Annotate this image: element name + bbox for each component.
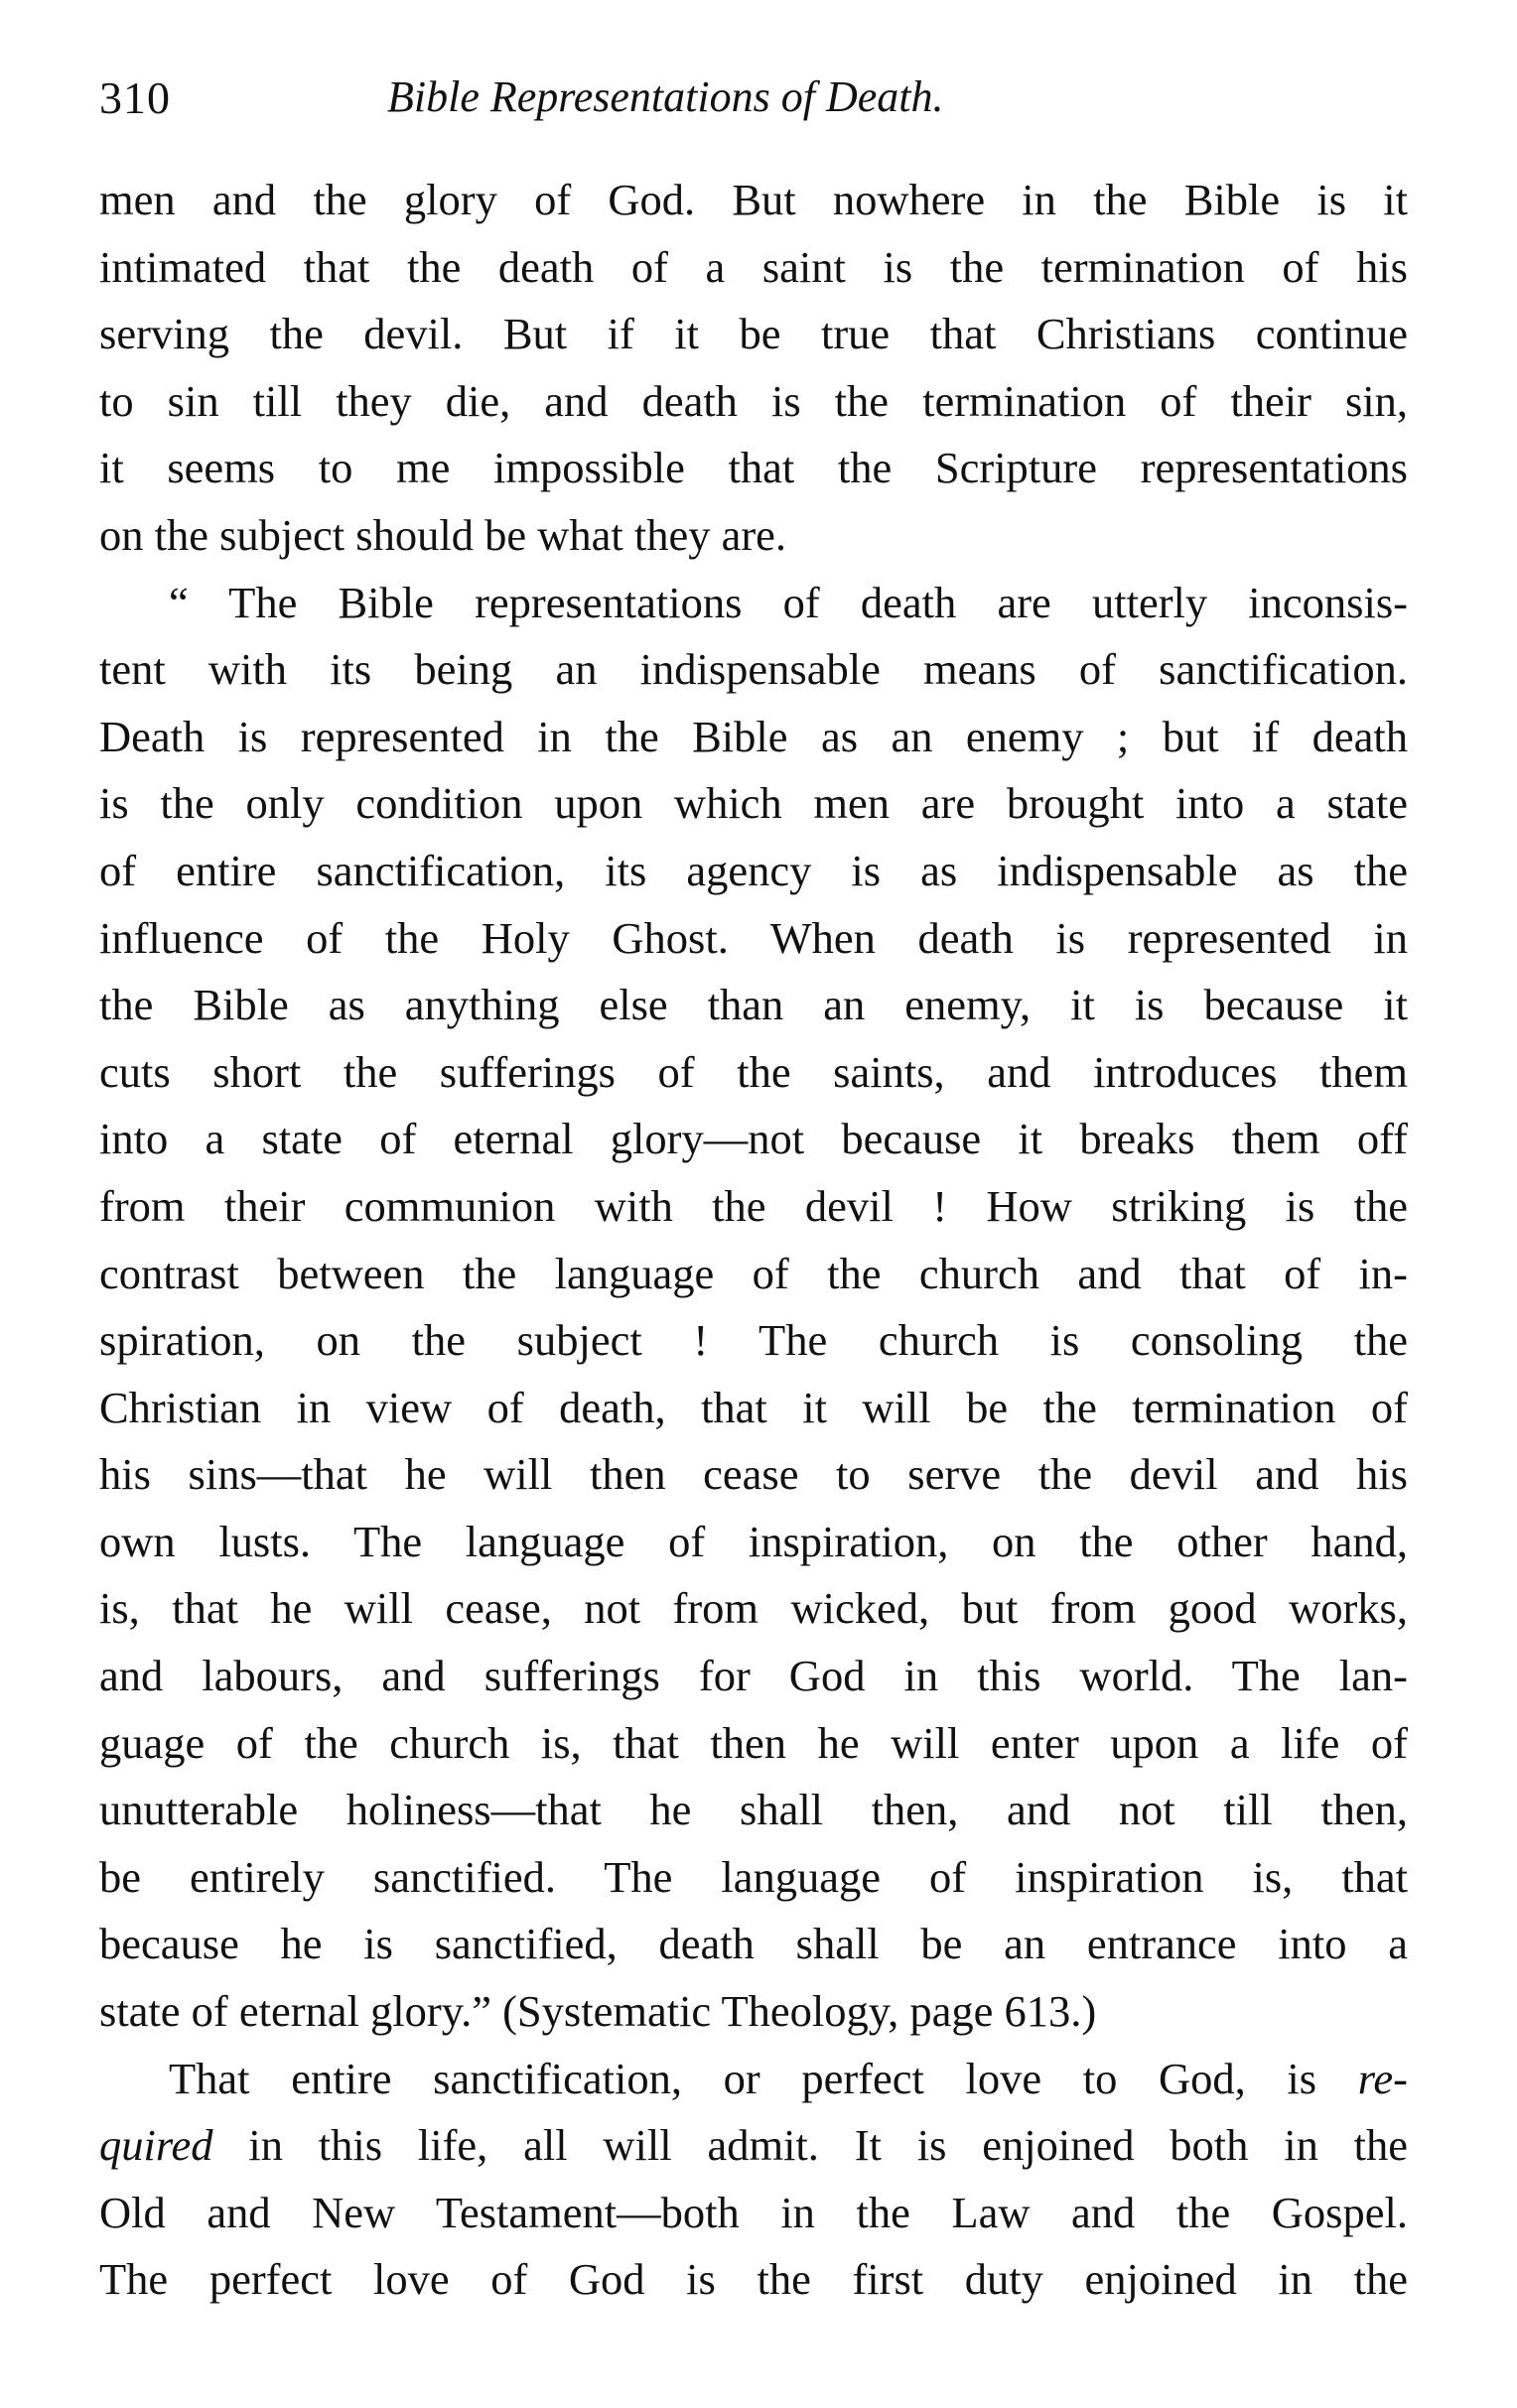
text-line: is, that he will cease, not from wicked, but from good works,	[99, 1583, 1408, 1634]
text-line: Old and New Testament—both in the Law and the Gospel.	[99, 2187, 1408, 2237]
text-line: it seems to me impossible that the Scripture representations	[99, 443, 1408, 493]
text-line: serving the devil. But if it be true that Christians continue	[99, 309, 1408, 359]
text-line: because he is sanctified, death shall be an entrance into a	[99, 1919, 1408, 1969]
body-text	[99, 167, 1408, 2314]
text-line: of entire sanctification, its agency is as indispensable as the	[99, 845, 1408, 895]
italic-run: quired	[99, 2120, 213, 2171]
page-header	[99, 71, 1420, 141]
text-line	[99, 2112, 1408, 2180]
text-line: into a state of eternal glory—not because it breaks them off	[99, 1114, 1408, 1164]
text-line: on the subject should be what they are.	[99, 509, 787, 560]
text-line: to sin till they die, and death is the termination of their sin,	[99, 375, 1408, 426]
paragraph-1	[99, 167, 1408, 570]
italic-run: re-	[1357, 2053, 1408, 2103]
text-run: in this life, all will admit. It is enjoined both in the	[212, 2120, 1408, 2171]
text-line	[99, 2046, 1408, 2113]
text-line: The perfect love of God is the first duty enjoined in the	[99, 2254, 1408, 2305]
text-line: contrast between the language of the church and that of in-	[99, 1248, 1408, 1298]
paragraph-3	[99, 2046, 1408, 2314]
text-line: be entirely sanctified. The language of inspiration is, that	[99, 1851, 1408, 1902]
running-title: Bible Representations of Death.	[387, 72, 944, 121]
text-line: own lusts. The language of inspiration, on the other hand,	[99, 1516, 1408, 1566]
text-line: cuts short the sufferings of the saints, and introduces them	[99, 1046, 1408, 1097]
text-run: That entire sanctification, or perfect love to God, is	[169, 2053, 1358, 2103]
text-line: tent with its being an indispensable means of sanctification.	[99, 644, 1408, 695]
text-line: Christian in view of death, that it will be the termination of	[99, 1382, 1408, 1432]
text-line: influence of the Holy Ghost. When death is represented in	[99, 912, 1408, 963]
text-line: is the only condition upon which men are brought into a state	[99, 778, 1408, 829]
text-line: “ The Bible representations of death are utterly inconsis-	[169, 577, 1408, 627]
text-line: Death is represented in the Bible as an enemy ; but if death	[99, 711, 1408, 761]
page-number: 310	[99, 72, 171, 123]
text-line: state of eternal glory.” (Systematic Theology, page 613.)	[99, 1986, 1097, 2037]
text-line: and labours, and sufferings for God in this world. The lan-	[99, 1651, 1408, 1701]
text-line: intimated that the death of a saint is the termination of his	[99, 241, 1408, 292]
text-line: from their communion with the devil ! How striking is the	[99, 1180, 1408, 1231]
paragraph-2-quotation	[99, 570, 1408, 2046]
text-line: the Bible as anything else than an enemy, it is because it	[99, 980, 1408, 1030]
text-line: unutterable holiness—that he shall then, and not till then,	[99, 1785, 1408, 1835]
text-line: men and the glory of God. But nowhere in the Bible is it	[99, 175, 1408, 224]
text-line: spiration, on the subject ! The church is consoling the	[99, 1315, 1408, 1366]
text-line: guage of the church is, that then he will enter upon a life of	[99, 1717, 1408, 1768]
text-line: his sins—that he will then cease to serve the devil and his	[99, 1449, 1408, 1500]
